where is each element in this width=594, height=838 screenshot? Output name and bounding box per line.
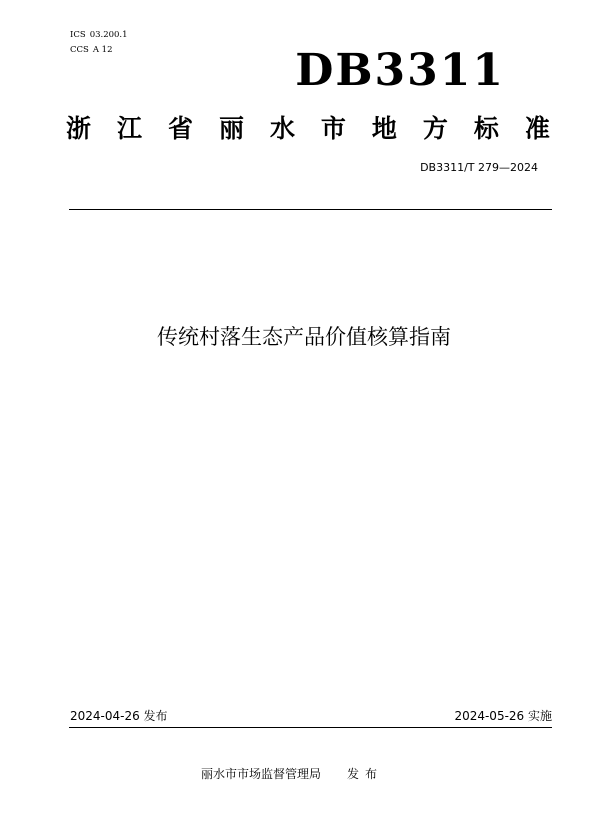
standard-title-char: 标 [473, 114, 499, 143]
standard-title-char: 市 [320, 114, 346, 143]
standard-title-char: 省 [167, 114, 193, 143]
header-divider [69, 209, 552, 210]
standard-title-char: 方 [422, 114, 448, 143]
implementation-date: 2024-05-26 实施 [454, 709, 552, 723]
standard-title-char: 水 [269, 114, 295, 143]
issuer-name: 丽水市市场监督管理局 [201, 767, 322, 781]
standard-title-char: 地 [371, 114, 397, 143]
ics-classification [70, 30, 128, 40]
ccs-code: A 12 [92, 45, 113, 55]
publish-label: 发布 [347, 767, 384, 781]
ics-label: ICS [70, 30, 86, 40]
standard-code: DB3311 [295, 45, 505, 96]
issue-date: 2024-04-26 发布 [70, 709, 168, 723]
ics-code: 03.200.1 [89, 30, 128, 40]
ccs-classification [70, 45, 113, 55]
standard-title-char: 准 [524, 114, 550, 143]
standard-title [66, 113, 550, 145]
issuer-line [201, 767, 383, 782]
standard-title-char: 浙 [66, 114, 92, 143]
standard-title-char: 江 [116, 114, 142, 143]
standard-number: DB3311/T 279—2024 [420, 161, 538, 174]
standard-title-char: 丽 [218, 114, 244, 143]
ccs-label: CCS [70, 45, 89, 55]
footer-divider [69, 727, 552, 728]
document-title: 传统村落生态产品价值核算指南 [157, 325, 451, 349]
